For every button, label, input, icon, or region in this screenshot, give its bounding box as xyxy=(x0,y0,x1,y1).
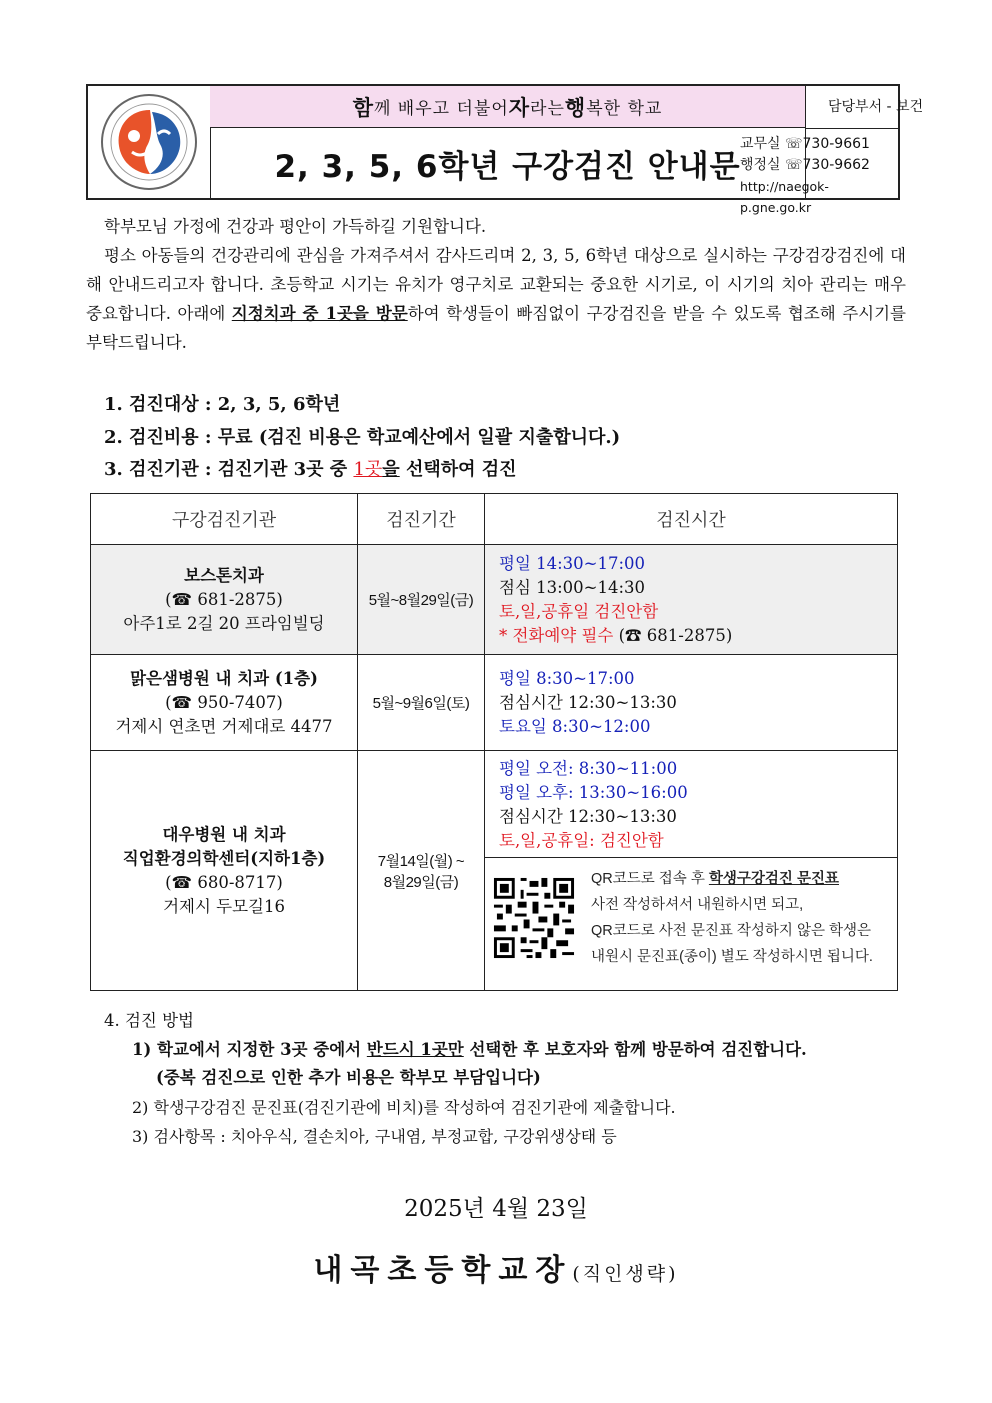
period-cell: 5월~9월6일(토) xyxy=(358,655,485,751)
slogan-part: 께 배우고 더불어 xyxy=(373,99,509,119)
method-1-emphasis: 반드시 1곳만 xyxy=(366,1040,464,1059)
item-cost: 2. 검진비용 : 무료 (검진 비용은 학교예산에서 일괄 지출합니다.) xyxy=(104,427,621,448)
qr-line-4: 내원시 문진표(종이) 별도 작성하시면 됩니다. xyxy=(591,949,873,965)
time-lunch: 점심시간 12:30~13:30 xyxy=(499,692,677,712)
office-phone-1: 교무실 ☏730-9661 xyxy=(740,136,870,152)
period-start: 7월14일(월) ~ xyxy=(377,852,465,870)
item-institution-particle: 을 xyxy=(382,459,400,480)
institution-phone: (☎ 680-8717) xyxy=(165,872,283,892)
item-target: 1. 검진대상 : 2, 3, 5, 6학년 xyxy=(104,394,341,415)
intro-body xyxy=(86,241,906,357)
school-url[interactable]: http://naegok-p.gne.go.kr xyxy=(740,179,829,215)
period-end: 8월29일(금) xyxy=(383,873,459,891)
document-title: 2, 3, 5, 6학년 구강검진 안내문 xyxy=(210,128,806,198)
item-institution-text-end: 선택하여 검진 xyxy=(399,459,517,480)
institution-phone: (☎ 950-7407) xyxy=(165,692,283,712)
header-time: 검진시간 xyxy=(485,494,898,545)
institution-address: 아주1로 2길 20 프라임빌딩 xyxy=(123,613,325,633)
reservation-required: * 전화예약 필수 xyxy=(499,625,614,645)
time-cell xyxy=(485,751,898,991)
school-logo xyxy=(88,86,211,198)
slogan-part: 자 xyxy=(508,95,531,120)
institution-address: 거제시 두모길16 xyxy=(163,896,285,916)
institution-cell xyxy=(91,655,358,751)
school-logo-icon xyxy=(88,86,210,198)
institution-cell xyxy=(91,751,358,991)
method-item-1 xyxy=(132,1036,907,1060)
intro-body-text: 평소 아동들의 건강관리에 관심을 가져주셔서 감사드리며 2, 3, 5, 6학년 대상으로 실시하는 구강검강검진에 대해 안내드리고자 합니다. 초등학교 시기는 유치가 영구치로 교환되는 중요한 시기로, 이 시기의 치아 관리는 매우 중요합니다. 아래에 xyxy=(86,246,906,323)
institution-name-sub: 직업환경의학센터(지하1층) xyxy=(122,848,326,868)
intro-text xyxy=(86,212,906,357)
contact-info xyxy=(740,134,898,218)
table-row xyxy=(91,545,898,655)
institution-name: 맑은샘병원 내 치과 (1층) xyxy=(130,668,318,688)
item-institution-text: 3. 검진기관 : 검진기관 3곳 중 xyxy=(104,459,354,480)
time-weekday: 평일 8:30~17:00 xyxy=(499,668,635,688)
time-afternoon: 평일 오후: 13:30~16:00 xyxy=(499,783,688,802)
qr-questionnaire: 학생구강검진 문진표 xyxy=(708,871,839,887)
time-saturday: 토요일 8:30~12:00 xyxy=(499,716,651,736)
slogan-part: 복한 학교 xyxy=(586,99,663,119)
issue-date: 2025년 4월 23일 xyxy=(404,1196,588,1222)
item-institution xyxy=(104,455,517,481)
qr-line-1 xyxy=(591,866,873,892)
intro-greeting: 학부모님 가정에 건강과 평안이 가득하길 기원합니다. xyxy=(104,217,487,236)
seal-omitted: (직인생략) xyxy=(572,1263,679,1285)
table-row xyxy=(91,751,898,991)
institution-name: 대우병원 내 치과 xyxy=(162,824,286,844)
institution-phone: (☎ 681-2875) xyxy=(165,589,283,609)
item-institution-count: 1곳 xyxy=(353,459,383,480)
table-row xyxy=(91,655,898,751)
slogan-part: 라는 xyxy=(530,99,565,119)
institution-name: 보스톤치과 xyxy=(184,565,264,585)
reservation-phone: (☎ 681-2875) xyxy=(613,625,733,645)
institution-address: 거제시 연초면 거제대로 4477 xyxy=(115,716,333,736)
method-1-text-end: 선택한 후 보호자와 함께 방문하여 검진합니다. xyxy=(463,1040,807,1059)
qr-line-2: 사전 작성하셔서 내원하시면 되고, xyxy=(591,897,804,913)
method-note: (중복 검진으로 인한 추가 비용은 학부모 부담입니다) xyxy=(156,1068,541,1087)
time-cell xyxy=(485,655,898,751)
time-lunch: 점심시간 12:30~13:30 xyxy=(499,807,677,826)
period-cell xyxy=(358,751,485,991)
method-item-2: 2) 학생구강검진 문진표(검진기관에 비치)를 작성하여 검진기관에 제출합니다. xyxy=(132,1098,676,1117)
qr-instructions xyxy=(591,866,873,970)
header-institution: 구강검진기관 xyxy=(91,494,358,545)
method-item-3: 3) 검사항목 : 치아우식, 결손치아, 구내염, 부정교합, 구강위생상태 등 xyxy=(132,1127,617,1146)
header-period: 검진기간 xyxy=(358,494,485,545)
intro-body-text-end: 하여 학생들이 빠짐없이 구강검진을 받을 수 있도록 협조해 주시기를 부탁드립니다. xyxy=(86,304,906,352)
table-header-row xyxy=(91,494,898,545)
time-morning: 평일 오전: 8:30~11:00 xyxy=(499,759,678,778)
slogan-part: 행 xyxy=(564,95,587,120)
time-cell xyxy=(485,545,898,655)
time-closed: 토,일,공휴일 검진안함 xyxy=(499,601,659,621)
method-title: 4. 검진 방법 xyxy=(104,1011,194,1030)
time-closed: 토,일,공휴일: 검진안함 xyxy=(499,831,664,850)
slogan-part: 함 xyxy=(352,95,374,120)
qr-section xyxy=(485,857,897,978)
institution-table xyxy=(90,493,898,991)
header-divider xyxy=(806,128,898,129)
qr-code-icon[interactable] xyxy=(491,875,577,961)
qr-line-1-text: QR코드로 접속 후 xyxy=(591,871,709,887)
period-cell: 5월~8월29일(금) xyxy=(358,545,485,655)
qr-line-3: QR코드로 사전 문진표 작성하지 않은 학생은 xyxy=(591,923,872,939)
office-phone-2: 행정실 ☏730-9662 xyxy=(740,157,870,173)
time-lunch: 점심 13:00~14:30 xyxy=(499,577,646,597)
intro-emphasis: 지정치과 중 1곳을 방문 xyxy=(231,304,408,323)
time-reservation xyxy=(499,624,897,648)
school-slogan xyxy=(210,86,806,128)
institution-cell xyxy=(91,545,358,655)
method-1-text: 1) 학교에서 지정한 3곳 중에서 xyxy=(132,1040,367,1059)
principal-title: 내곡초등학교장 xyxy=(313,1253,573,1288)
principal-signature xyxy=(0,1245,992,1289)
header-box xyxy=(86,84,924,215)
department-label: 담당부서 - 보건 xyxy=(828,99,924,115)
time-weekday: 평일 14:30~17:00 xyxy=(499,553,646,573)
